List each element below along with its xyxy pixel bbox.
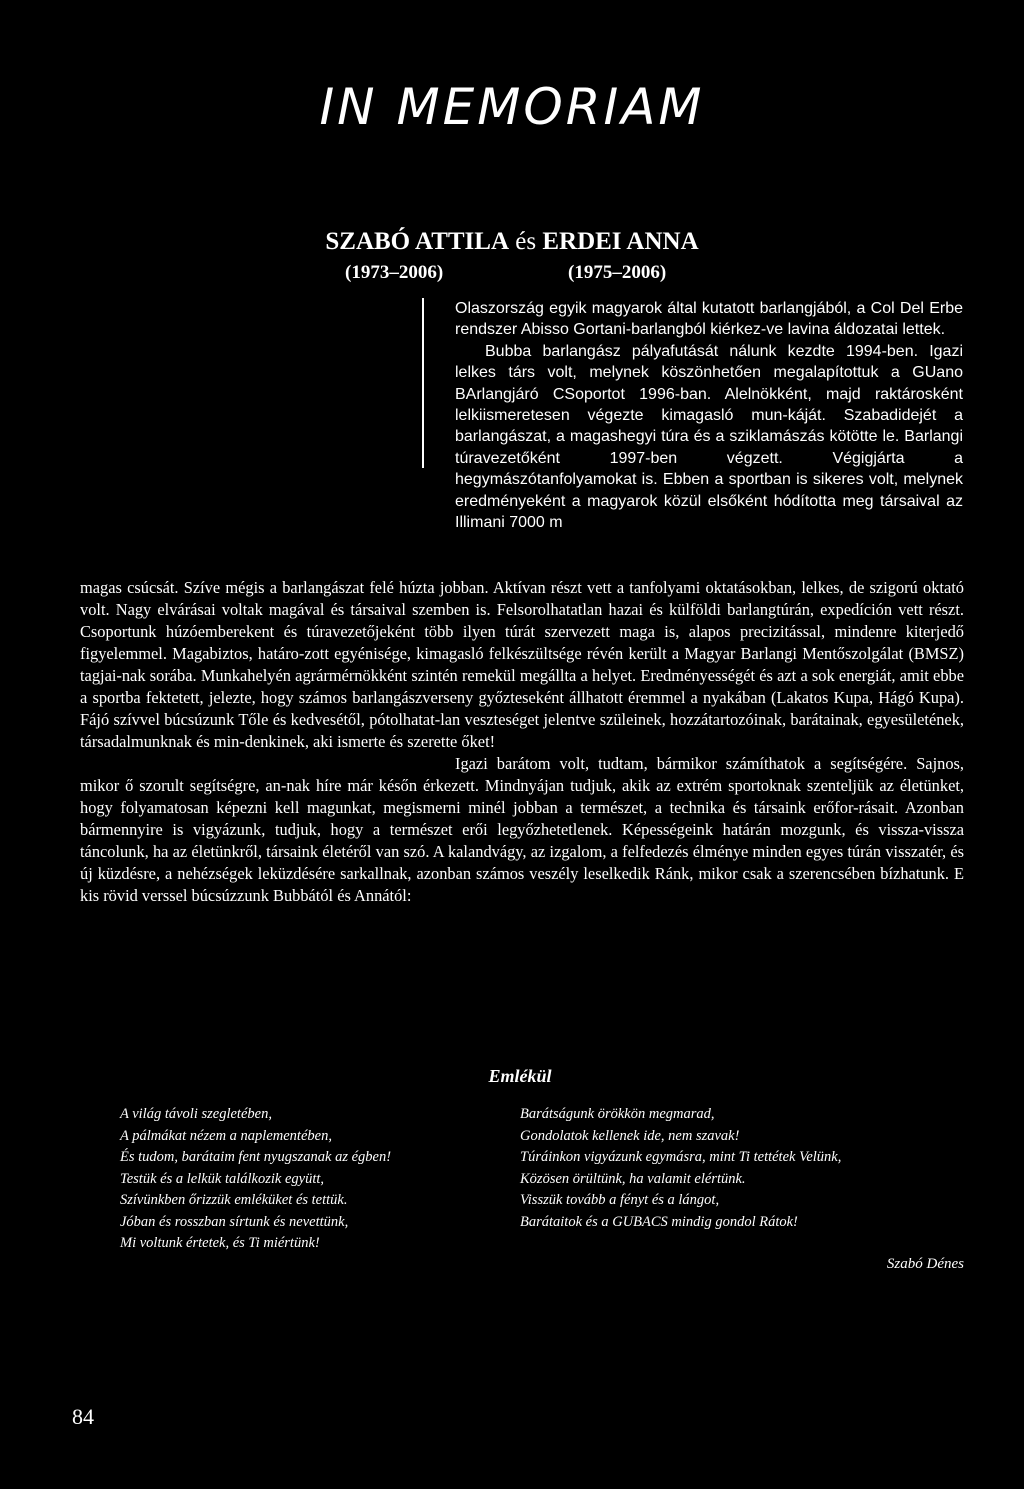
poem-line: Mi voltunk értetek, és Ti miértünk! (120, 1235, 320, 1251)
years-person-1: (1973–2006) (345, 262, 444, 283)
body-paragraph: Igazi barátom volt, tudtam, bármikor számíthatok a segítségére. Sajnos, mikor ő szorult segítségre, an-nak híre már későn érkezett. Mindnyájan tudjuk, akik az extrém sportoknak szenteljük az életünket, hogy folyamatosan képezni kell magunkat, megismerni minél jobban a természet, a technika és társaink erőfor-rásait. Azonban bármennyire is vigyázunk, tudjuk, hogy a természet erői legyőzhetetlenek. Képességeink határán mozgunk, és vissza-vissza táncolunk, ha az életünkről, társaink életéről van szó. A kalandvágy, az izgalom, a felfedezés élménye minden egyes túrán visszatér, és új küzdésre, a nehézségek leküzdésére sarkallnak, azonban számos veszély leselkedik Ránk, mikor csak a szerencsében bízhatunk. E kis rövid verssel búcsúzzunk Bubbától és Annától: (80, 754, 964, 905)
body-text (80, 577, 964, 907)
poem-line: Túráinkon vigyázunk egymásra, mint Ti tettétek Velünk, (520, 1149, 842, 1165)
person-name-1: SZABÓ ATTILA (325, 228, 510, 255)
person-name-2: ERDEI ANNA (542, 228, 699, 255)
page-heading: IN MEMORIAM (319, 78, 705, 136)
poem-line: Jóban és rosszban sírtunk és nevettünk, (120, 1213, 349, 1230)
page-number: 84 (72, 1404, 94, 1429)
poem-line: És tudom, barátaim fent nyugszanak az égben! (120, 1149, 392, 1165)
intro-paragraph: Bubba barlangász pályafutását nálunk kezdte 1994-ben. Igazi lelkes társ volt, melynek köszönhetően megalapítottuk a GUano BArlangjáró CSoportot 1996-ban. Alelnökként, majd raktárosként lelkiismeretesen végezte kimagasló mun-káját. Szabadidejét a barlangászat, a magashegyi túra és a sziklamászás kötötte le. Barlangi túravezetőként 1997-ben végzett. Végigjárta a hegymászótanfolyamokat is. Ebben a sportban is sikeres volt, melynek eredményeként a magyarok közül elsőként hódította meg társaival az Illimani 7000 m (455, 342, 963, 532)
poem-line: Barátaitok és a GUBACS mindig gondol Rátok! (520, 1213, 798, 1230)
poem-left-column (120, 1104, 391, 1255)
poem-line: Közösen örültünk, ha valamit elértünk. (520, 1170, 746, 1187)
poem-line: Gondolatok kellenek ide, nem szavak! (520, 1127, 740, 1144)
poem-title: Emlékül (488, 1066, 552, 1086)
poem-line: Testük és a lelkük találkozik együtt, (120, 1170, 325, 1187)
poem-right-column (520, 1104, 841, 1233)
years-person-2: (1975–2006) (568, 262, 667, 283)
name-connector: és (515, 228, 537, 255)
poem-line: Visszük tovább a fényt és a lángot, (520, 1192, 720, 1208)
poem-line: A pálmákat nézem a naplementében, (120, 1127, 332, 1144)
poem-line: A világ távoli szegletében, (120, 1106, 272, 1122)
body-paragraph: magas csúcsát. Szíve mégis a barlangászat felé húzta jobban. Aktívan részt vett a tanfolyami oktatásokban, lelkes, de szigorú oktató volt. Nagy elvárásai voltak magával és társaival szemben is. Felsorolhatatlan hazai és külföldi barlangtúrán, expedíción vett részt. Csoportunk húzóemberekent és túravezetőjeként több ilyen túrát szervezett maga is, alapos precizitással, mindenre kiterjedő figyelemmel. Magabiztos, határo-zott egyénisége, kimagasló felkészültsége révén került a Magyar Barlangi Mentőszolgálat (BMSZ) tagjai-nak sorába. Munkahelyén agrármérnökként szintén remekül megállta a helyet. Eredményességét és azt a sok energiát, amit ebbe a sportba fektetett, jelezte, hogy számos barlangászverseny győzteseként állhatott éremmel a nyakában (Lakatos Kupa, Hágó Kupa). Fájó szívvel búcsúzunk Tőle és kedvesétől, pótolhatat-lan veszteséget jelentve szüleinek, hozzátartozóinak, barátainak, egyesületének, társadalmunknak és min-denkinek, aki ismerte és szerette őket! (80, 578, 964, 751)
poem-line: Barátságunk örökkön megmarad, (520, 1106, 715, 1122)
intro-text (455, 298, 963, 533)
poem-line: Szívünkben őrizzük emléküket és tettük. (120, 1192, 348, 1208)
memorial-names (0, 226, 1024, 258)
poem-author: Szabó Dénes (886, 1256, 964, 1272)
decorative-vertical-rule (422, 298, 424, 468)
intro-paragraph: Olaszország egyik magyarok által kutatott barlangjából, a Col Del Erbe rendszer Abisso Gortani-barlangból kiérkez-ve lavina áldozatai lettek. (455, 300, 963, 339)
